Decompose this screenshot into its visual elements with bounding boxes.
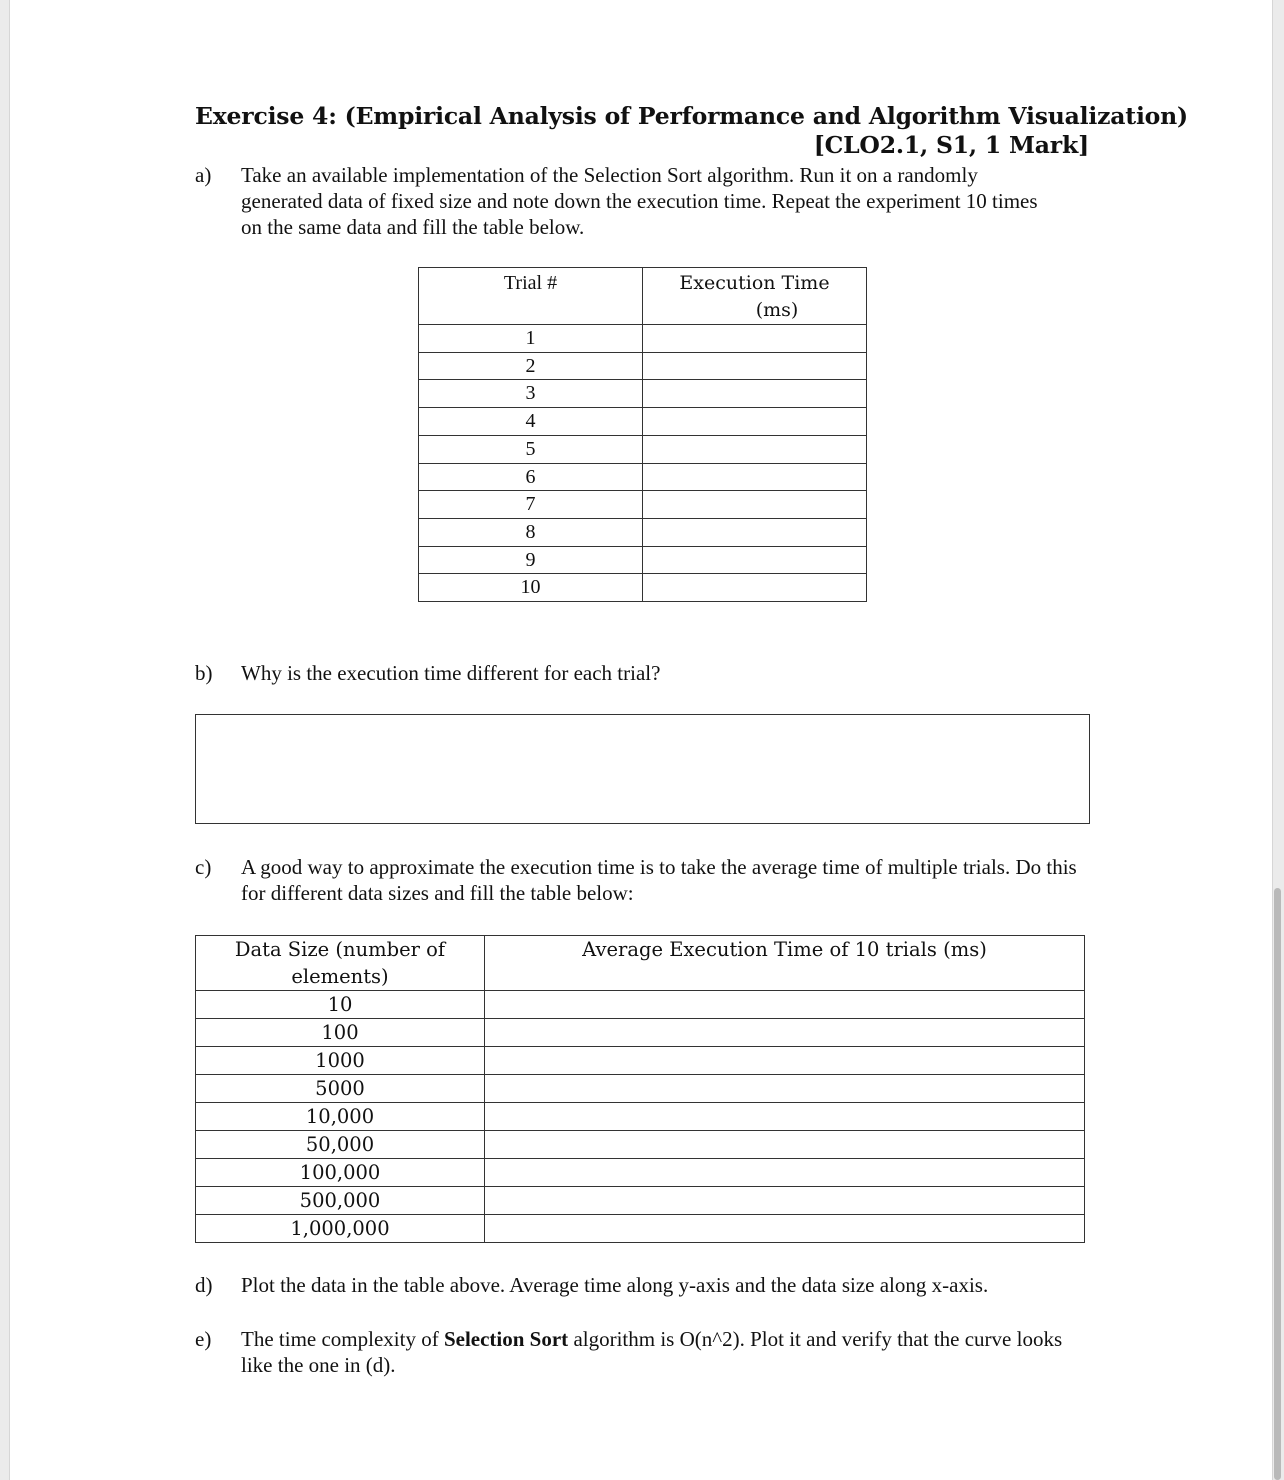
question-e-text: The time complexity of Selection Sort algorithm is O(n^2). Plot it and verify that the curve looks like the one in (d). [241, 1327, 1063, 1377]
table-row: 1 [419, 325, 867, 353]
execution-time-cell[interactable] [643, 491, 867, 519]
average-time-cell[interactable] [485, 1159, 1085, 1187]
table-row: 2 [419, 352, 867, 380]
data-size-table [195, 935, 1085, 1243]
table-row: 9 [419, 546, 867, 574]
table-row: 8 [419, 518, 867, 546]
scrollbar-thumb[interactable] [1274, 888, 1281, 1480]
question-c-text: A good way to approximate the execution time is to take the average time of multiple trials. Do this for different data sizes and fill the table below: [241, 855, 1077, 905]
trial-number-header: Trial # [419, 268, 643, 325]
answer-box[interactable] [195, 714, 1090, 824]
execution-time-cell[interactable] [643, 463, 867, 491]
table-row: 1000 [196, 1047, 1085, 1075]
trials-table [418, 267, 867, 602]
question-a-text: Take an available implementation of the Selection Sort algorithm. Run it on a randomly generated data of fixed size and note down the execution time. Repeat the experiment 10 times on the same data and fill the table below. [241, 163, 1038, 239]
table-row: 10,000 [196, 1103, 1085, 1131]
selection-sort-emphasis: Selection Sort [443, 1327, 569, 1351]
average-time-cell[interactable] [485, 1103, 1085, 1131]
table-row: 7 [419, 491, 867, 519]
question-d-text: Plot the data in the table above. Average time along y-axis and the data size along x-axis. [241, 1273, 989, 1297]
average-time-cell[interactable] [485, 1131, 1085, 1159]
question-d-letter: d) [195, 1273, 213, 1297]
table-row: 5 [419, 435, 867, 463]
question-b-text: Why is the execution time different for each trial? [241, 661, 661, 685]
question-e-letter: e) [195, 1327, 212, 1351]
data-size-header: Data Size (number of elements) [196, 936, 485, 991]
average-time-cell[interactable] [485, 1215, 1085, 1243]
data-size-table-header [196, 936, 1085, 991]
execution-time-cell[interactable] [643, 574, 867, 602]
question-c-letter: c) [195, 855, 212, 879]
execution-time-cell[interactable] [643, 352, 867, 380]
table-row: 6 [419, 463, 867, 491]
question-b-letter: b) [195, 661, 213, 685]
exercise-mark: [CLO2.1, S1, 1 Mark] [813, 131, 1089, 159]
table-row: 10 [196, 991, 1085, 1019]
exercise-title: Exercise 4: (Empirical Analysis of Performance and Algorithm Visualization) [195, 102, 1188, 130]
average-time-cell[interactable] [485, 991, 1085, 1019]
execution-time-cell[interactable] [643, 380, 867, 408]
trials-table-header [419, 268, 867, 325]
average-time-header: Average Execution Time of 10 trials (ms) [485, 936, 1085, 991]
average-time-cell[interactable] [485, 1187, 1085, 1215]
execution-time-cell[interactable] [643, 408, 867, 436]
table-row: 100 [196, 1019, 1085, 1047]
execution-time-header: Execution Time (ms) [643, 268, 867, 325]
table-row: 5000 [196, 1075, 1085, 1103]
table-row: 10 [419, 574, 867, 602]
average-time-cell[interactable] [485, 1047, 1085, 1075]
execution-time-cell[interactable] [643, 518, 867, 546]
table-row: 3 [419, 380, 867, 408]
execution-time-cell[interactable] [643, 325, 867, 353]
execution-time-cell[interactable] [643, 435, 867, 463]
execution-time-cell[interactable] [643, 546, 867, 574]
table-row: 100,000 [196, 1159, 1085, 1187]
table-row: 50,000 [196, 1131, 1085, 1159]
page-left-edge [0, 0, 10, 1480]
table-row: 500,000 [196, 1187, 1085, 1215]
question-a-letter: a) [195, 163, 212, 187]
average-time-cell[interactable] [485, 1075, 1085, 1103]
page-right-edge [1272, 0, 1284, 1480]
average-time-cell[interactable] [485, 1019, 1085, 1047]
table-row: 4 [419, 408, 867, 436]
table-row: 1,000,000 [196, 1215, 1085, 1243]
